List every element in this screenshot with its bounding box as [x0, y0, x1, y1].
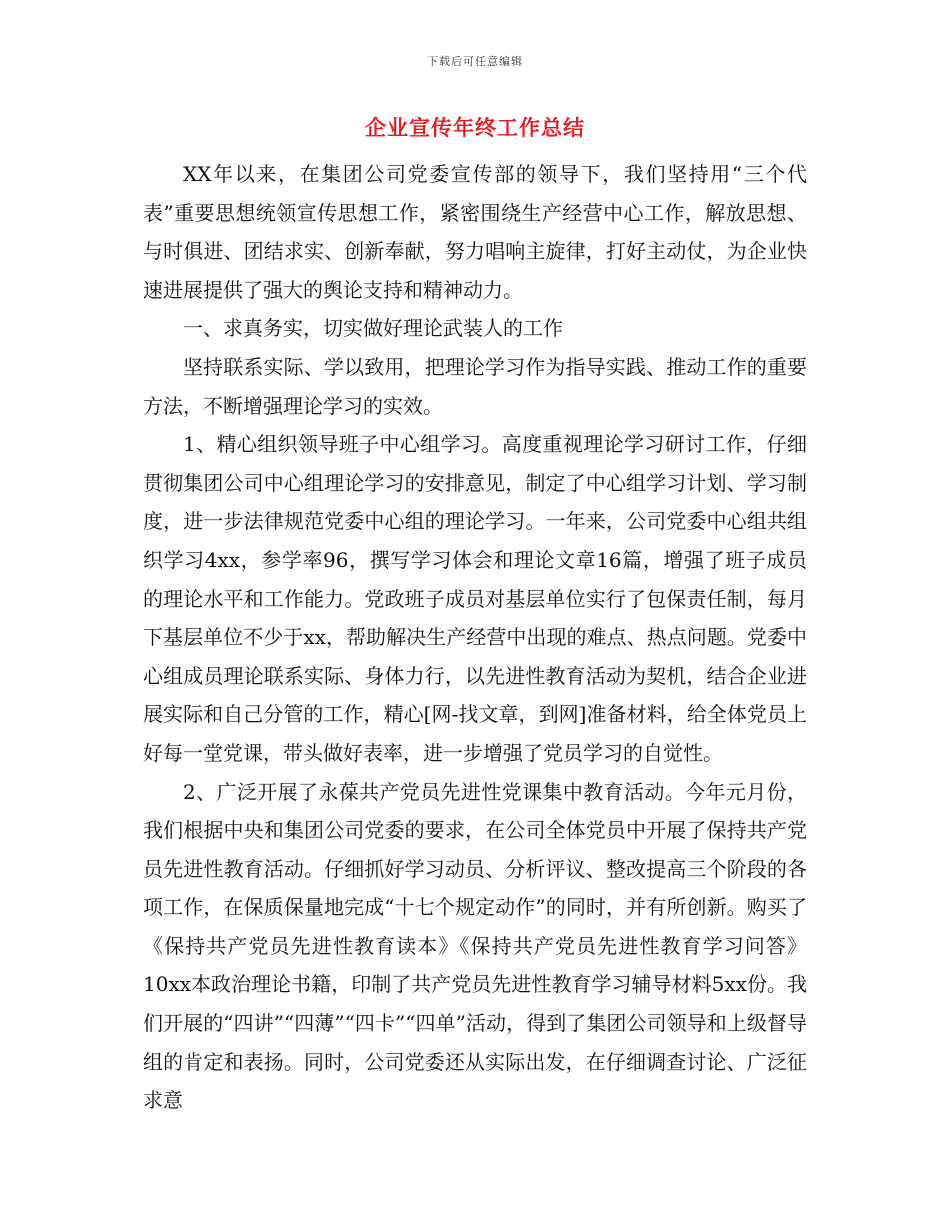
document-title: 企业宣传年终工作总结	[365, 116, 585, 140]
document-body	[143, 155, 807, 1120]
paragraph-intro: XX年以来，在集团公司党委宣传部的领导下，我们坚持用“三个代表”重要思想统领宣传思想工作，紧密围绕生产经营中心工作，解放思想、与时俱进、团结求实、创新奉献，努力唱响主旋律，打好主动仗，为企业快速进展提供了强大的舆论支持和精神动力。	[143, 162, 807, 302]
section-heading-1: 一、求真务实，切实做好理论武装人的工作	[183, 316, 563, 341]
paragraph-item-1: 1、精心组织领导班子中心组学习。高度重视理论学习研讨工作，仔细贯彻集团公司中心组理论学习的安排意见，制定了中心组学习计划、学习制度，进一步法律规范党委中心组的理论学习。一年来，公司党委中心组共组织学习4xx，参学率96，撰写学习体会和理论文章16篇，增强了班子成员的理论水平和工作能力。党政班子成员对基层单位实行了包保责任制，每月下基层单位不少于xx，帮助解决生产经营中出现的难点、热点问题。党委中心组成员理论联系实际、身体力行，以先进性教育活动为契机，结合企业进展实际和自己分管的工作，精心[网-找文章，到网]准备材料，给全体党员上好每一堂党课，带头做好表率，进一步增强了党员学习的自觉性。	[143, 432, 807, 765]
header-note: 下载后可任意编辑	[427, 55, 523, 68]
paragraph-section-1-intro: 坚持联系实际、学以致用，把理论学习作为指导实践、推动工作的重要方法，不断增强理论学习的实效。	[143, 354, 807, 418]
paragraph-item-2: 2、广泛开展了永葆共产党员先进性党课集中教育活动。今年元月份，我们根据中央和集团公司党委的要求，在公司全体党员中开展了保持共产党员先进性教育活动。仔细抓好学习动员、分析评议、整改提高三个阶段的各项工作，在保质保量地完成“十七个规定动作”的同时，并有所创新。购买了《保持共产党员先进性教育读本》《保持共产党员先进性教育学习问答》10xx本政治理论书籍，印制了共产党员先进性教育学习辅导材料5xx份。我们开展的“四讲”“四薄”“四卡”“四单”活动，得到了集团公司领导和上级督导组的肯定和表扬。同时，公司党委还从实际出发，在仔细调查讨论、广泛征求意	[143, 779, 807, 1113]
